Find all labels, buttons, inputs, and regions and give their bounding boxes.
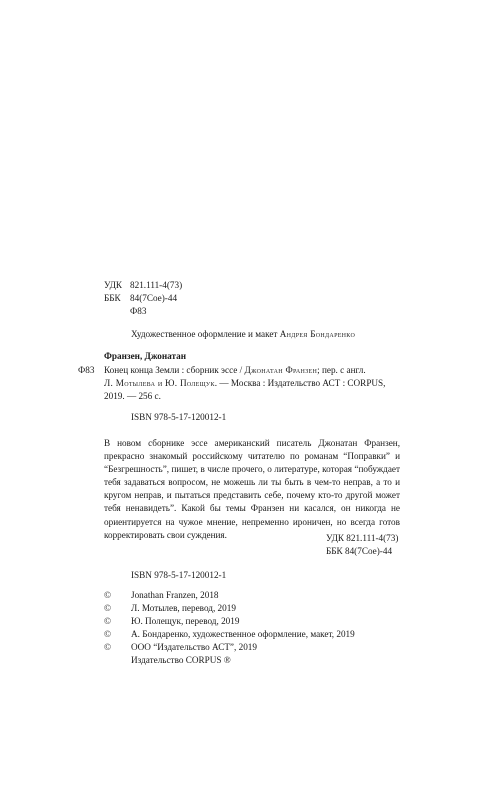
copyright-text: Ю. Полещук, перевод, 2019 [131, 616, 240, 626]
bib-year-pages: 2019. — 256 с. [104, 391, 161, 401]
copyright-text: ООО “Издательство АСТ”, 2019 [131, 642, 257, 652]
copyright-text: Л. Мотылев, перевод, 2019 [131, 603, 236, 613]
copyright-symbol: © [104, 629, 111, 639]
udk-label: УДК [104, 280, 122, 290]
udk-row [104, 279, 182, 292]
bib-author: Джонатан Франзен [244, 365, 318, 375]
udk-right: УДК 821.111-4(73) [326, 533, 399, 543]
annotation: В новом сборнике эссе американский писатель Джонатан Франзен, прекрасно знакомый российскому читателю по романам “Поправки” и “Безгрешность”, пишет, в числе прочего, о литературе, которая “побуждает тебя задаваться вопросом, не можешь ли ты быть в чем-то неправ, а то и кругом неправ, и пытаться представить себе, почему кто-то другой может тебя ненавидеть”. Какой бы темы Франзен ни касался, он никогда не ориентируется на чужое мнение, непременно ироничен, но всегда готов корректировать свои суждения. [104, 438, 400, 540]
cutter-code: Ф83 [130, 306, 147, 316]
bbk-row [104, 292, 182, 305]
design-credit [131, 328, 355, 341]
copyright-text: Jonathan Franzen, 2018 [131, 590, 219, 600]
copyright-row [104, 654, 355, 667]
isbn-bottom: ISBN 978-5-17-120012-1 [131, 570, 227, 580]
copyright-row [104, 628, 355, 641]
bbk-right: ББК 84(7Сое)-44 [326, 546, 393, 556]
bib-translation: ; пер. с англ. [317, 365, 366, 375]
copyright-symbol: © [104, 603, 111, 613]
bibliographic-description [104, 364, 404, 403]
copyright-symbol: © [104, 616, 111, 626]
bbk-value: 84(7Сое)-44 [130, 293, 178, 303]
udk-value: 821.111-4(73) [130, 280, 183, 290]
copyright-symbol [104, 654, 131, 667]
author-heading: Франзен, Джонатан [104, 351, 187, 361]
copyright-symbol: © [104, 642, 111, 652]
designer-name: Андрея Бондаренко [279, 329, 356, 339]
bibliographic-cutter: Ф83 [78, 365, 95, 375]
copyright-row [104, 615, 355, 628]
bib-title: Конец конца Земли : сборник эссе / [104, 365, 245, 375]
isbn-top: ISBN 978-5-17-120012-1 [131, 412, 227, 422]
copyright-row [104, 602, 355, 615]
bib-publisher: . — Москва : Издательство АСТ : CORPUS, [214, 378, 386, 388]
bib-translators: Л. Мотылева и Ю. Полещук [104, 378, 215, 388]
copyright-row [104, 641, 355, 654]
copyright-row [104, 589, 355, 602]
classification-right [326, 532, 398, 558]
classification-block [104, 279, 182, 318]
copyright-text: А. Бондаренко, художественное оформление, макет, 2019 [131, 629, 355, 639]
bbk-label: ББК [104, 293, 121, 303]
copyright-symbol: © [104, 590, 111, 600]
copyright-list [104, 589, 355, 667]
design-credit-prefix: Художественное оформление и макет [131, 329, 280, 339]
publisher-imprint: Издательство CORPUS ® [131, 655, 231, 665]
